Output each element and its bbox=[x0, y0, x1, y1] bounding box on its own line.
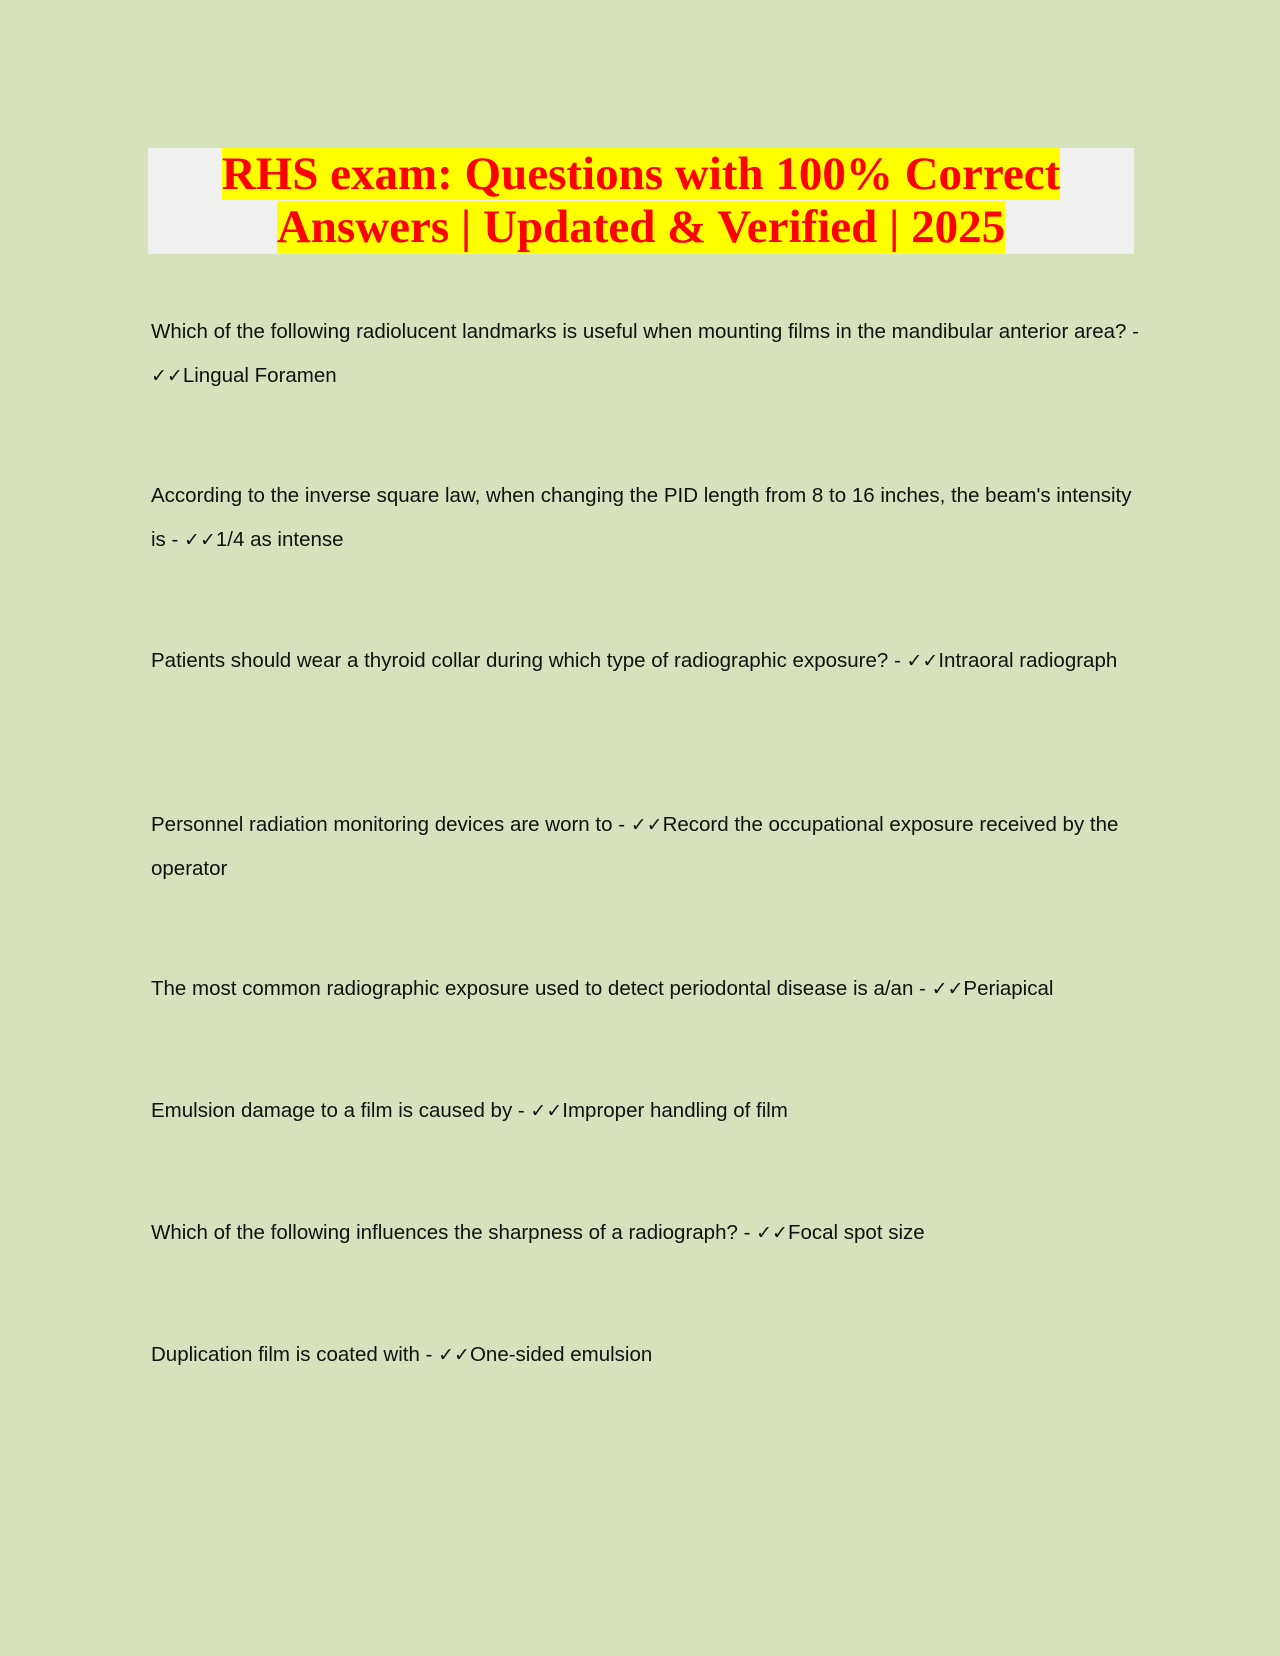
double-check-icon: ✓✓ bbox=[931, 978, 964, 1000]
double-check-icon: ✓✓ bbox=[630, 814, 663, 836]
qa-item bbox=[151, 803, 1141, 891]
answer-text: Record the occupational exposure received by the operator bbox=[151, 813, 1119, 880]
title-line-1: RHS exam: Questions with 100% Correct bbox=[221, 148, 1061, 200]
double-check-icon: ✓✓ bbox=[756, 1222, 788, 1244]
qa-item bbox=[151, 1211, 1141, 1255]
question-text: Personnel radiation monitoring devices are worn to - bbox=[151, 813, 631, 836]
question-text: According to the inverse square law, when changing the PID length from 8 to 16 inches, the beam's intensity is - bbox=[151, 484, 1132, 551]
qa-item bbox=[151, 1089, 1141, 1133]
question-text: Duplication film is coated with - bbox=[151, 1343, 439, 1366]
question-text: Emulsion damage to a film is caused by - bbox=[151, 1099, 531, 1122]
double-check-icon: ✓✓ bbox=[438, 1344, 470, 1366]
answer-text: One-sided emulsion bbox=[469, 1343, 653, 1366]
qa-item bbox=[151, 310, 1141, 398]
title-line-2: Answers | Updated & Verified | 2025 bbox=[276, 201, 1006, 253]
qa-item bbox=[151, 474, 1141, 562]
answer-text: Improper handling of film bbox=[562, 1099, 788, 1122]
qa-item bbox=[151, 639, 1141, 683]
double-check-icon: ✓✓ bbox=[530, 1100, 563, 1122]
qa-item bbox=[151, 1333, 1141, 1377]
double-check-icon: ✓✓ bbox=[184, 529, 216, 551]
double-check-icon: ✓✓ bbox=[151, 365, 183, 387]
question-text: Which of the following influences the sharpness of a radiograph? - bbox=[151, 1221, 757, 1244]
qa-item bbox=[151, 967, 1141, 1011]
answer-text: Lingual Foramen bbox=[182, 364, 337, 387]
question-text: Which of the following radiolucent landmarks is useful when mounting films in the mandibular anterior area? - bbox=[151, 320, 1139, 343]
double-check-icon: ✓✓ bbox=[906, 650, 939, 672]
title-banner bbox=[148, 148, 1134, 254]
question-text: The most common radiographic exposure used to detect periodontal disease is a/an - bbox=[151, 977, 932, 1000]
question-text: Patients should wear a thyroid collar during which type of radiographic exposure? - bbox=[151, 649, 907, 672]
answer-text: 1/4 as intense bbox=[215, 528, 344, 551]
answer-text: Periapical bbox=[963, 977, 1054, 1000]
answer-text: Intraoral radiograph bbox=[938, 649, 1118, 672]
answer-text: Focal spot size bbox=[787, 1221, 925, 1244]
